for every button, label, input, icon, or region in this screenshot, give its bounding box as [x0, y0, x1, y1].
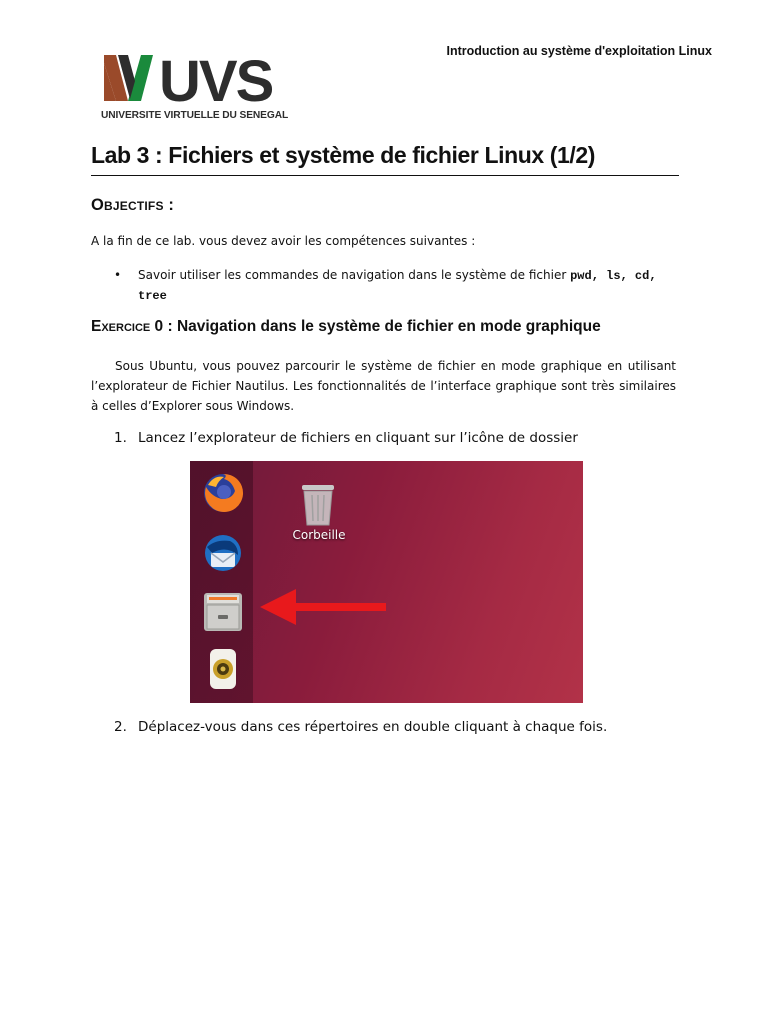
red-arrow-icon: [254, 587, 389, 627]
step-2: [114, 719, 607, 735]
thunderbird-icon: [202, 531, 244, 575]
step-number: 1.: [114, 430, 127, 446]
files-icon: [202, 589, 244, 633]
exercise-number: Exercice 0: [91, 318, 164, 335]
rhythmbox-icon: [202, 647, 244, 691]
ubuntu-desktop-screenshot: [190, 461, 583, 703]
step-text: Lancez l’explorateur de fichiers en cliquant sur l’icône de dossier: [138, 430, 578, 446]
launcher-bar: [190, 461, 253, 703]
intro-text: A la fin de ce lab. vous devez avoir les compétences suivantes :: [91, 234, 476, 248]
objective-bullet: [114, 266, 679, 306]
bullet-text: Savoir utiliser les commandes de navigation dans le système de fichier: [138, 268, 567, 282]
objectives-heading: Objectifs :: [91, 196, 175, 214]
bullet-dot: •: [114, 268, 122, 282]
trash-icon: [300, 483, 336, 527]
bullet-commands: pwd, ls, cd, tree: [138, 269, 657, 303]
course-title: Introduction au système d'exploitation Linux: [446, 44, 712, 58]
uvs-logo: [101, 51, 287, 123]
exercise-heading: [91, 318, 691, 336]
step-number: 2.: [114, 719, 127, 735]
step-text: Déplacez-vous dans ces répertoires en double cliquant à chaque fois.: [138, 719, 608, 735]
logo-mark: UVS: [159, 51, 273, 107]
exercise-title: : Navigation dans le système de fichier en mode graphique: [163, 318, 601, 335]
logo-subtitle: UNIVERSITE VIRTUELLE DU SENEGAL: [101, 110, 289, 121]
exercise-paragraph: Sous Ubuntu, vous pouvez parcourir le système de fichier en mode graphique en utilisant l’explorateur de Fichier Nautilus. Les fonctionnalités de l’interface graphique sont très similaires à celles d’Explorer sous Windows.: [91, 359, 676, 413]
page-title: Lab 3 : Fichiers et système de fichier Linux (1/2): [91, 142, 679, 176]
step-1: [114, 430, 578, 446]
trash-label: Corbeille: [292, 528, 346, 542]
firefox-icon: [202, 471, 244, 515]
